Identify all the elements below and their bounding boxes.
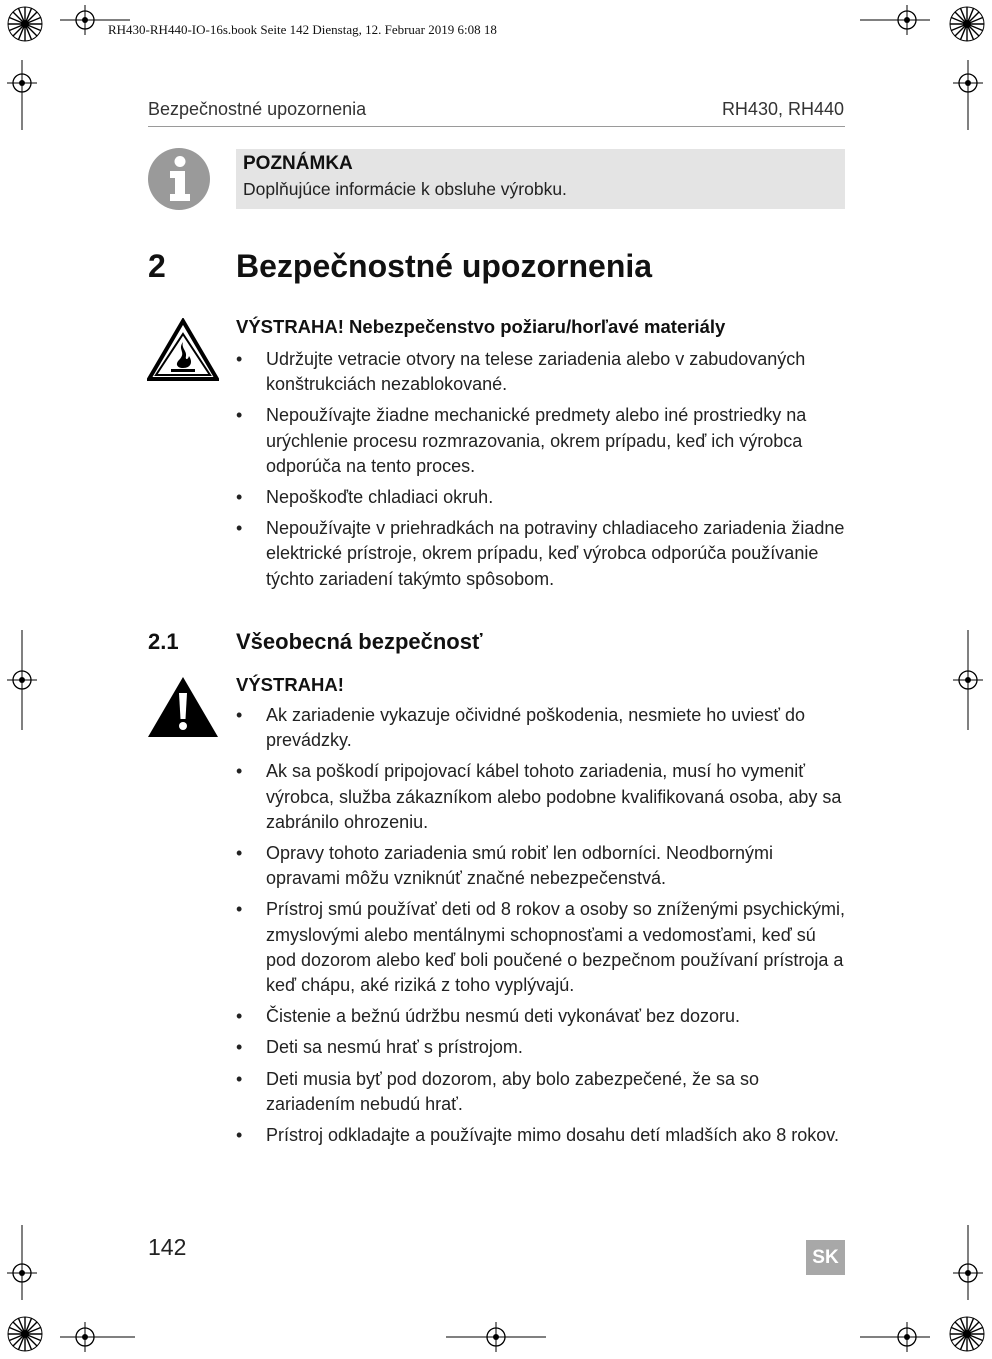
header-divider [148, 126, 845, 127]
warning-general-list [236, 703, 848, 1154]
running-header-section: Bezpečnostné upozornenia [148, 99, 367, 119]
page-number: 142 [148, 1234, 187, 1260]
bullet: • [236, 518, 243, 539]
info-icon [147, 147, 211, 211]
list-item: • Deti musia byť pod dozorom, aby bolo zabezpečené, že sa so zariadením nebudú hrať. [236, 1068, 760, 1114]
bullet: • [236, 705, 243, 725]
list-item: • Ak sa poškodí pripojovací kábel tohoto zariadenia, musí ho vymeniť výrobca, služba zákazníkom alebo podobne kvalifikovaná osoba, aby sa zabránilo ohrozeniu. [236, 761, 842, 832]
chapter-number: 2 [148, 248, 166, 284]
list-item: • Nepoužívajte v priehradkách na potraviny chladiaceho zariadenia žiadne elektrické prístroje, okrem prípadu, keď výrobca odporúča používanie týchto zariadení takýmto spôsobom. [236, 518, 845, 589]
list-item: • Udržujte vetracie otvory na telese zariadenia alebo v zabudovaných konštrukciách nezablokované. [236, 349, 806, 395]
warning-fire-list [236, 347, 848, 598]
list-item: • Deti sa nesmú hrať s prístrojom. [236, 1035, 848, 1060]
list-item: • Opravy tohoto zariadenia smú robiť len odborníci. Neodbornými opravami môžu vzniknúť značné nebezpečenstvá. [236, 843, 774, 889]
bullet: • [236, 405, 243, 426]
language-badge: SK [806, 1240, 845, 1275]
list-item: • Prístroj smú používať deti od 8 rokov a osoby so zníženými psychickými, zmyslovými alebo mentálnymi schopnosťami a vedomosťami, keď sú pod dozorom alebo keď boli poučené o bezpečnom používaní prístroja a keď chápu, aké riziká z toho vyplývajú. [236, 899, 845, 996]
list-item: • Čistenie a bežnú údržbu nesmú deti vykonávať bez dozoru. [236, 1004, 848, 1029]
bullet: • [236, 843, 243, 864]
list-item: • Ak zariadenie vykazuje očividné poškodenia, nesmiete ho uviesť do prevádzky. [236, 705, 806, 751]
warning-icon [147, 675, 219, 739]
note-text: Doplňujúce informácie k obsluhe výrobku. [243, 179, 567, 199]
warning-general-title: VÝSTRAHA! [236, 674, 344, 695]
running-header-models: RH430, RH440 [721, 99, 844, 119]
bullet: • [236, 1125, 243, 1146]
flammable-warning-icon [147, 318, 219, 382]
list-item: • Prístroj odkladajte a používajte mimo dosahu detí mladších ako 8 rokov. [236, 1123, 848, 1148]
chapter-title: Bezpečnostné upozornenia [236, 248, 653, 284]
bullet: • [236, 761, 243, 782]
note-title: POZNÁMKA [243, 153, 353, 174]
print-info-line: RH430-RH440-IO-16s.book Seite 142 Dienstag, 12. Februar 2019 6:08 18 [108, 22, 497, 37]
warning-fire-title: VÝSTRAHA! Nebezpečenstvo požiaru/horľavé materiály [236, 316, 726, 337]
bullet: • [236, 349, 243, 369]
bullet: • [236, 1068, 243, 1089]
bullet: • [236, 899, 243, 920]
bullet: • [236, 1006, 243, 1027]
bullet: • [236, 487, 243, 508]
list-item: • Nepoškoďte chladiaci okruh. [236, 485, 848, 510]
section-title: Všeobecná bezpečnosť [236, 629, 483, 654]
list-item: • Nepoužívajte žiadne mechanické predmety alebo iné prostriedky na urýchlenie procesu rozmrazovania, okrem prípadu, keď ich výrobca odporúča na tento proces. [236, 405, 807, 476]
bullet: • [236, 1037, 243, 1058]
section-number: 2.1 [148, 629, 179, 654]
